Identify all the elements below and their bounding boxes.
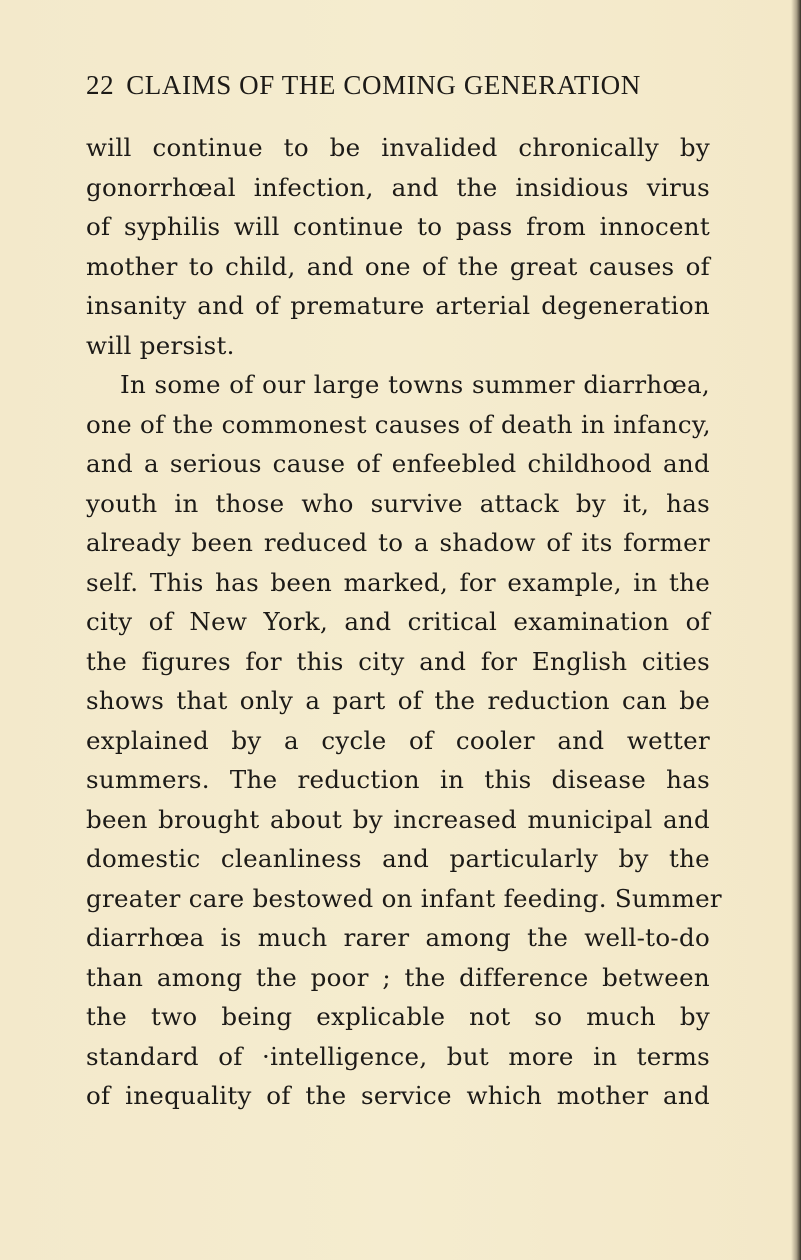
- text-line: explained by a cycle of cooler and wetter: [86, 725, 710, 755]
- text-line: mother to child, and one of the great causes of: [86, 251, 710, 281]
- text-line: self. This has been marked, for example, in the: [86, 567, 710, 597]
- text-line: one of the commonest causes of death in infancy,: [86, 409, 711, 439]
- text-line: the figures for this city and for English cities: [86, 646, 710, 676]
- text-line: gonorrhœal infection, and the insidious virus: [86, 172, 710, 202]
- text-line: of syphilis will continue to pass from innocent: [86, 212, 710, 241]
- chapter-title: CLAIMS OF THE COMING GENERATION: [126, 70, 641, 100]
- text-line: and a serious cause of enfeebled childhood and: [86, 449, 710, 478]
- page-edge-shadow: [791, 0, 801, 1260]
- text-line: summers. The reduction in this disease has: [86, 765, 710, 794]
- text-line: city of New York, and critical examination of: [86, 607, 710, 636]
- text-line: insanity and of premature arterial degeneration: [86, 291, 710, 320]
- page-number: 22: [86, 70, 115, 100]
- text-line: been brought about by increased municipal and: [86, 804, 710, 834]
- text-line: will persist.: [86, 330, 235, 360]
- text-line: In some of our large towns summer diarrhœa,: [120, 370, 710, 399]
- text-line: will continue to be invalided chronically by: [86, 133, 710, 162]
- text-line: youth in those who survive attack by it, has: [86, 488, 710, 518]
- body-text: [86, 128, 722, 1116]
- text-line: than among the poor ; the difference between: [86, 962, 710, 992]
- text-line: of inequality of the service which mother and: [86, 1081, 710, 1110]
- text-line: domestic cleanliness and particularly by the: [86, 844, 710, 873]
- text-line: diarrhœa is much rarer among the well-to-do: [86, 923, 710, 952]
- text-line: already been reduced to a shadow of its former: [86, 528, 710, 557]
- running-head: [86, 70, 641, 101]
- text-line: the two being explicable not so much by: [86, 1002, 710, 1031]
- text-line: shows that only a part of the reduction can be: [86, 686, 710, 715]
- text-line: greater care bestowed on infant feeding. Summer: [86, 883, 722, 913]
- text-line: standard of ·intelligence, but more in terms: [86, 1041, 710, 1071]
